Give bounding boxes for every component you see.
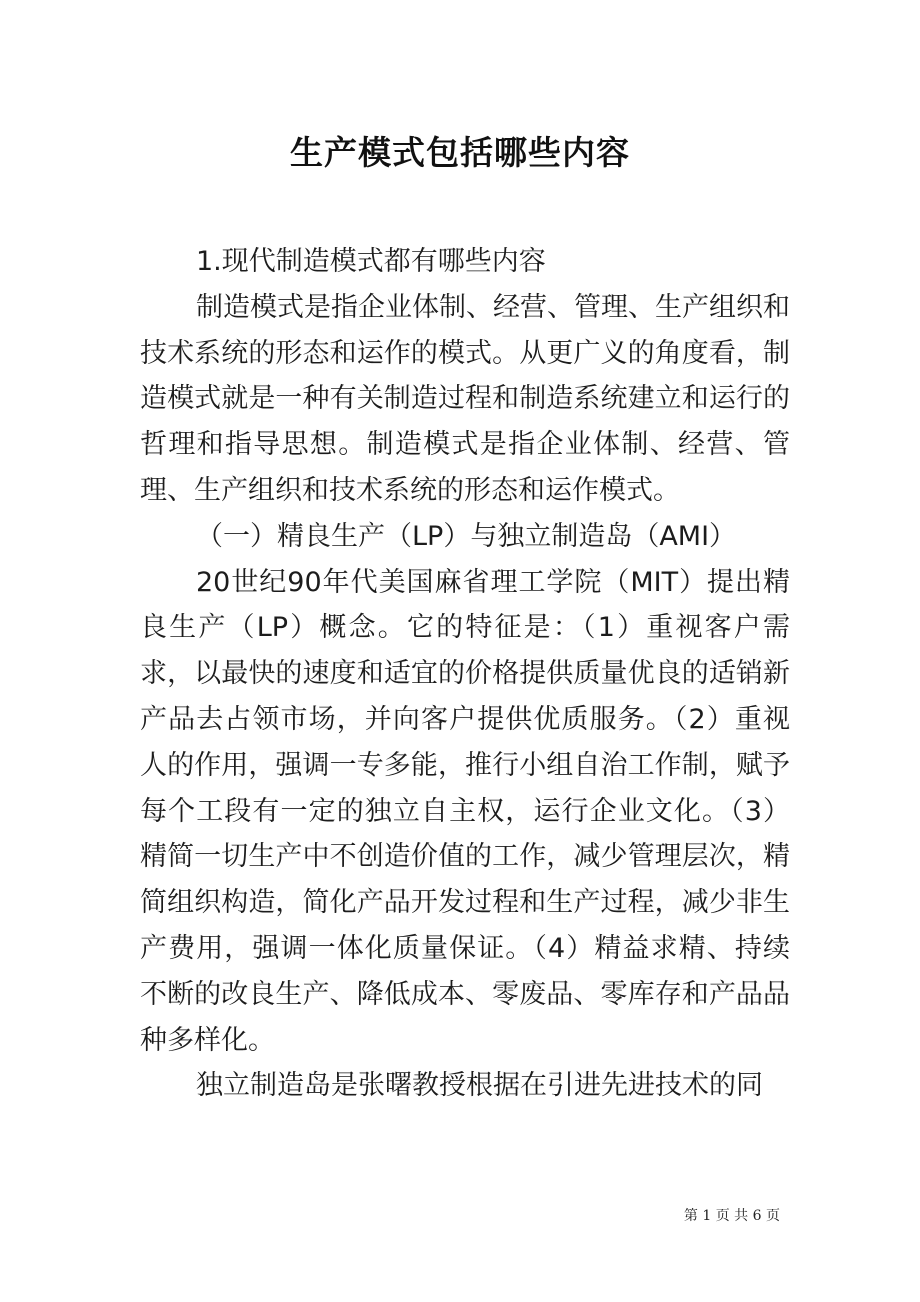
section-heading: 1.现代制造模式都有哪些内容 — [196, 246, 546, 277]
document-body — [140, 239, 790, 1109]
page-number-footer: 第 1 页 共 6 页 — [683, 1208, 780, 1224]
document-title: 生产模式包括哪些内容 — [290, 133, 630, 172]
body-paragraph: 20世纪90年代美国麻省理工学院（MIT）提出精良生产（LP）概念。它的特征是：（1）重视客户需求，以最快的速度和适宜的价格提供质量优良的适销新产品去占领市场，并向客户提供优质服务。（2）重视人的作用，强调一专多能，推行小组自治工作制，赋予每个工段有一定的独立自主权，运行企业文化。（3）精简一切生产中不创造价值的工作，减少管理层次，精简组织构造，简化产品开发过程和生产过程，减少非生产费用，强调一体化质量保证。（4）精益求精、持续不断的改良生产、降低成本、零废品、零库存和产品品种多样化。 — [140, 566, 790, 1056]
body-paragraph: 制造模式是指企业体制、经营、管理、生产组织和技术系统的形态和运作的模式。从更广义的角度看，制造模式就是一种有关制造过程和制造系统建立和运行的哲理和指导思想。制造模式是指企业体制、经营、管理、生产组织和技术系统的形态和运作模式。 — [140, 291, 790, 506]
body-paragraph: 独立制造岛是张曙教授根据在引进先进技术的同 — [196, 1070, 763, 1102]
subsection-heading: （一）精良生产（LP）与独立制造岛（AMI） — [196, 520, 737, 552]
